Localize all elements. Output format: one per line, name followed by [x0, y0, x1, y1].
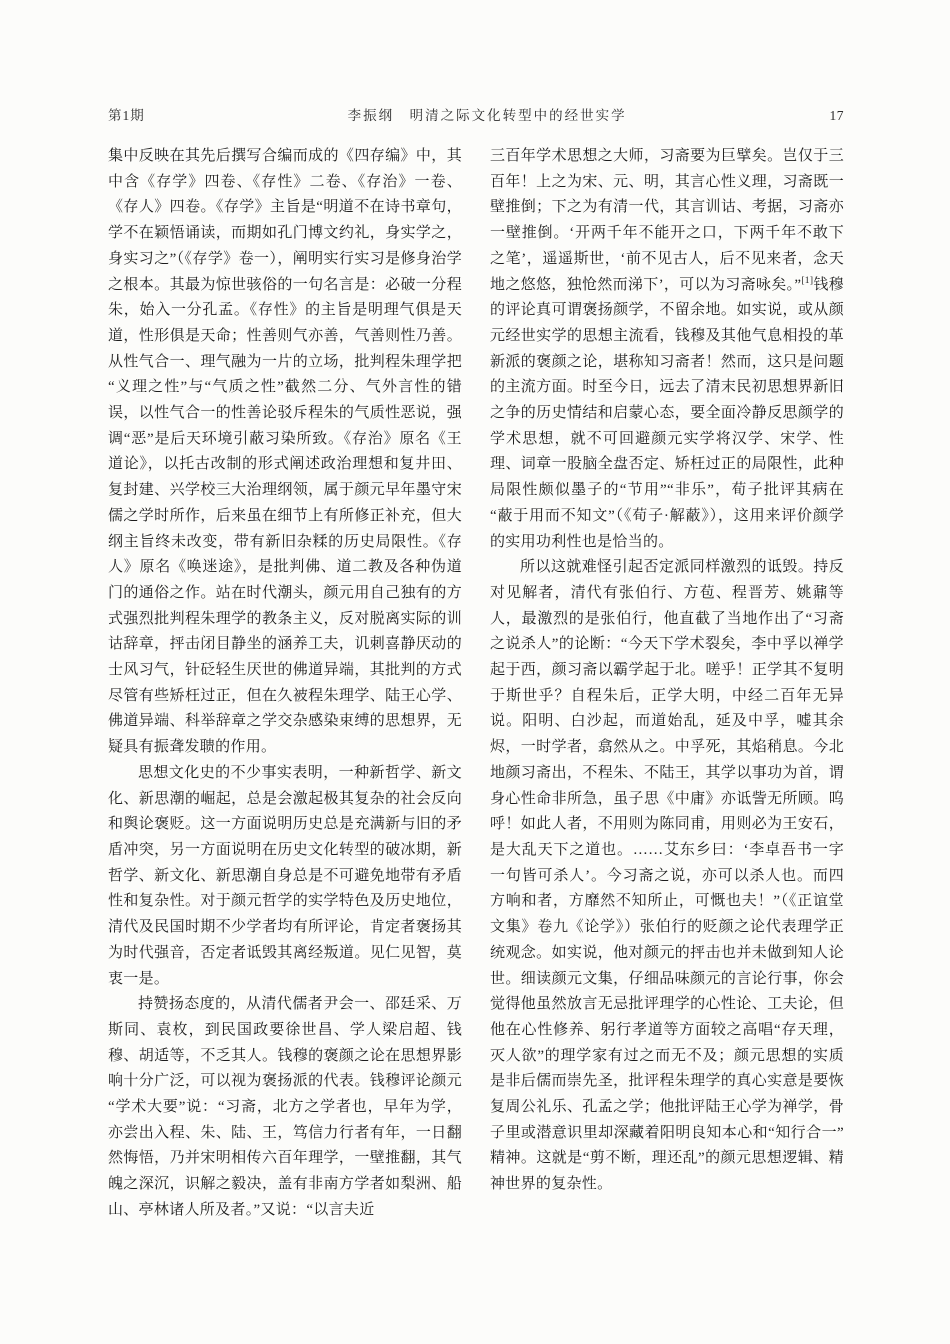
- paragraph: 思想文化史的不少事实表明，一种新哲学、新文化、新思潮的崛起，总是会激起极其复杂的社会反向和舆论褒贬。这一方面说明历史总是充满新与旧的矛盾冲突，另一方面说明在历史文化转型的破冰期，新哲学、新文化、新思潮自身总是不可避免地带有矛盾性和复杂性。对于颜元哲学的实学特色及历史地位，清代及民国时期不少学者均有所评论，肯定者褒扬其为时代强音，否定者诋毁其离经叛道。见仁见智，莫衷一是。: [108, 764, 462, 987]
- paragraph: 所以这就难怪引起否定派同样激烈的诋毁。持反对见解者，清代有张伯行、方苞、程晋芳、姚鼐等人，最激烈的是张伯行，他直截了当地作出了“习斋之说杀人”的论断：“今天下学术裂矣，李中孚以禅学起于西，颜习斋以霸学起于北。嗟乎！正学其不复明于斯世乎？自程朱后，正学大明，中经二百年无异说。阳明、白沙起，而道始乱，延及中孚，嘘其余烬，一时学者，翕然从之。中孚死，其焰稍息。今北地颜习斋出，不程朱、不陆王，其学以事功为首，谓身心性命非所急，虽子思《中庸》亦诋訾无所顾。呜呼！如此人者，不用则为陈同甫，用则必为王安石，是大乱天下之道也。……艾东乡曰：‘李卓吾书一字一句皆可杀人’。今习斋之说，亦可以杀人也。而四方响和者，方靡然不知所止，可慨也夫！”（《正谊堂文集》卷九《论学》）张伯行的贬颜之论代表理学正统观念。如实说，他对颜元的抨击也并未做到知人论世。细读颜元文集，仔细品味颜元的言论行事，你会觉得他虽然放言无忌批评理学的心性论、工夫论，但他在心性修养、躬行孝道等方面较之高唱“存天理，灭人欲”的理学家有过之而无不及；颜元思想的实质是非后儒而崇先圣，批评程朱理学的真心实意是要恢复周公礼乐、孔孟之学；他批评陆王心学为禅学，骨子里或潜意识里却深藏着阳明良知本心和“知行合一”精神。这就是“剪不断，理还乱”的颜元思想逻辑、精神世界的复杂性。: [490, 559, 844, 1193]
- paragraph-continuation: 集中反映在其先后撰写合编而成的《四存编》中，其中含《存学》四卷、《存性》二卷、《存治》一卷、《存人》四卷。《存学》主旨是“明道不在诗书章句，学不在颖悟诵读，而期如孔门博文约礼，身实学之，身实习之”（《存学》卷一），阐明实行实习是修身治学之根本。其最为惊世骇俗的一句名言是：必破一分程朱，始入一分孔孟。《存性》的主旨是明理气俱是天道，性形俱是天命；性善则气亦善，气善则性乃善。从性气合一、理气融为一片的立场，批判程朱理学把“义理之性”与“气质之性”截然二分、气外言性的错误，以性气合一的性善论驳斥程朱的气质性恶说，强调“恶”是后天环境引蔽习染所致。《存治》原名《王道论》，以托古改制的形式阐述政治理想和复井田、复封建、兴学校三大治理纲领，属于颜元早年墨守宋儒之学时所作，后来虽在细节上有所修正补充，但大纲主旨终未改变，带有新旧杂糅的历史局限性。《存人》原名《唤迷途》，是批判佛、道二教及各种伪道门的通俗之作。站在时代潮头，颜元用自己独有的方式强烈批判程朱理学的教条主义，反对脱离实际的训诂辞章，抨击闭目静坐的涵养工夫，讥刺喜静厌动的士风习气，针砭轻生厌世的佛道异端，其批判的方式尽管有些矫枉过正，但在久被程朱理学、陆王心学、佛道异端、科举辞章之学交杂感染束缚的思想界，无疑具有振聋发聩的作用。: [108, 148, 462, 756]
- page-header: [108, 104, 844, 124]
- paragraph: 持赞扬态度的，从清代儒者尹会一、邵廷采、万斯同、袁枚，到民国政要徐世昌、学人梁启超、钱穆、胡适等，不乏其人。钱穆的褒颜之论在思想界影响十分广泛，可以视为褒扬派的代表。钱穆评论颜元“学术大要”说：“习斋，北方之学者也，早年为学，亦尝出入程、朱、陆、王，笃信力行者有年，一日翻然悔悟，乃并宋明相传六百年理学，一壁推翻，其气魄之深沉，识解之毅决，盖有非南方学者如梨洲、船山、亭林诸人所及者。”又说：“以言夫近: [108, 996, 462, 1218]
- footnote-ref: [1]: [801, 275, 814, 286]
- running-head: 李振纲 明清之际文化转型中的经世实学: [347, 108, 627, 123]
- paragraph-text: 三百年学术思想之大师，习斋要为巨擘矣。岂仅于三百年！上之为宋、元、明，其言心性义理，习斋既一壁推倒；下之为有清一代，其言训诂、考据，习斋亦一壁推倒。‘开两千年不能开之口，下两千年不敢下之笔’，遥遥斯世，‘前不见古人，后不见来者，念天地之悠悠，独怆然而涕下’，可以为习斋咏矣。”: [490, 148, 844, 293]
- paragraph-text: 钱穆的评论真可谓褒扬颜学，不留余地。如实说，或从颜元经世实学的思想主流看，钱穆及其他气息相投的革新派的褒颜之论，堪称知习斋者！然而，这只是问题的主流方面。时至今日，远去了清末民初思想界新旧之争的历史情结和启蒙心态，要全面冷静反思颜学的学术思想，就不可回避颜元实学将汉学、宋学、性理、词章一股脑全盘否定、矫枉过正的局限性，此种局限性颇似墨子的“节用”“非乐”，荀子批评其病在“蔽于用而不知文”（《荀子·解蔽》），这用来评价颜学的实用功利性也是恰当的。: [490, 276, 844, 550]
- page-number: 17: [829, 108, 844, 123]
- issue-number: 第1期: [108, 108, 145, 123]
- article-body: [108, 144, 844, 1224]
- left-column: [108, 144, 462, 1224]
- right-column: [490, 144, 844, 1224]
- paragraph-continuation: [490, 144, 844, 555]
